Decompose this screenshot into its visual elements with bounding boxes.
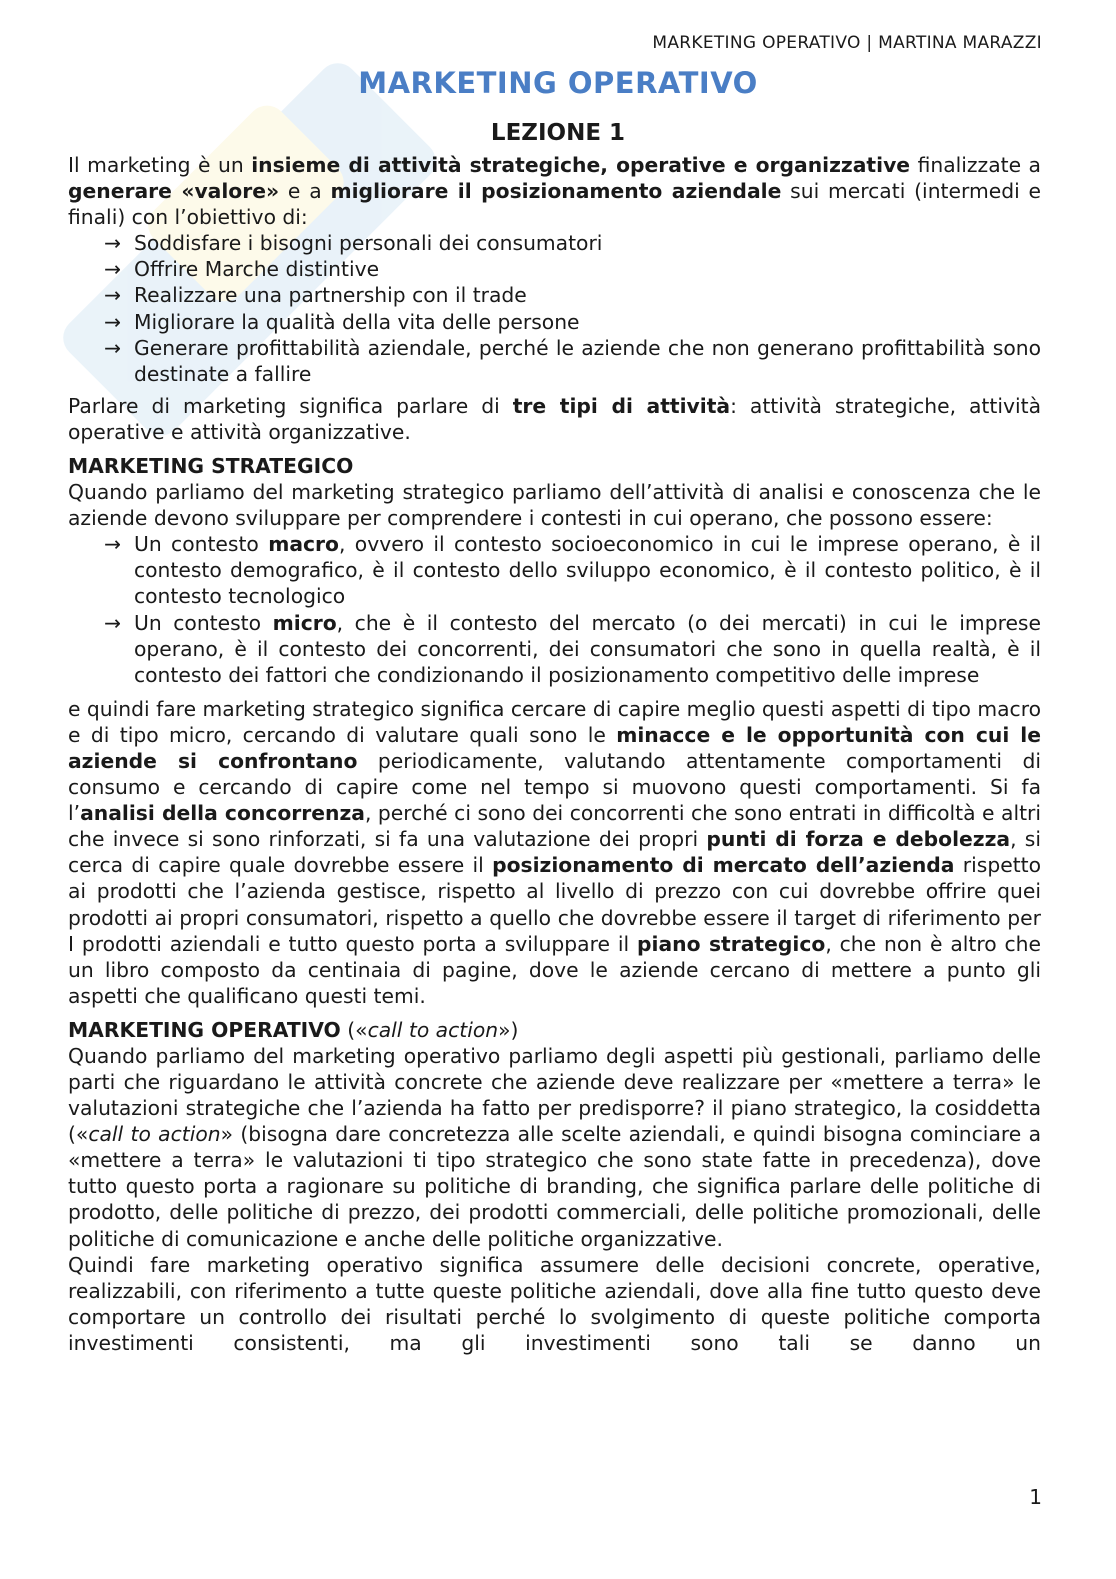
document-title: MARKETING OPERATIVO <box>358 66 758 100</box>
text-run: Parlare di marketing significa parlare di <box>68 393 513 418</box>
bold-run: analisi della concorrenza <box>80 801 365 826</box>
lesson-heading: LEZIONE 1 <box>490 120 626 146</box>
bold-run: piano strategico <box>636 931 826 956</box>
bold-run: minacce e le opportunità con cui le aziende si confrontano <box>68 722 1041 773</box>
text-run: : attività strategiche, attività operative e attività organizzative. <box>68 393 1041 444</box>
bold-run: micro <box>272 610 337 635</box>
italic-run: call to action <box>367 1017 499 1042</box>
bold-run: generare «valore» <box>68 179 280 204</box>
activities-paragraph <box>68 393 1041 445</box>
objectives-list <box>68 230 1041 387</box>
text-run: sui mercati (intermedi e finali) con l’obiettivo di: <box>68 179 1041 230</box>
operative-paragraph-1 <box>68 1043 1041 1252</box>
text-run: e a <box>279 179 331 204</box>
text-run: periodicamente, valutando attentamente comportamenti di consumo e cercando di capire come nel tempo si muovono questi comportamenti. Si fa l’ <box>68 748 1041 826</box>
text-run: Quando parliamo del marketing operativo parliamo degli aspetti più gestionali, parliamo delle parti che riguardano le attività concrete che aziende deve realizzare per «mettere a terra» le valutazioni strategiche che l’azienda ha fatto per predisporre? il piano strategico, la cosiddetta (« <box>68 1043 1041 1147</box>
text-run: Un contesto <box>134 610 273 635</box>
section-heading-strategic: MARKETING STRATEGICO <box>68 454 354 479</box>
bold-run: migliorare il posizionamento aziendale <box>330 179 782 204</box>
page-number: 1 <box>1029 1485 1042 1509</box>
text-run: » (bisogna dare concretezza alle scelte aziendali, e quindi bisogna cominciare a «mettere a terra» le valutazioni ti tipo strategico che sono state fatte in precedenza), dove tutto questo porta a ragionare su politiche di branding, che significa parlare delle politiche di prodotto, delle politiche di prezzo, dei prodotti commerciali, delle politiche promozionali, delle politiche di comunicazione e anche delle politiche organizzative. <box>68 1122 1041 1251</box>
text-run: Il marketing è un <box>68 153 252 177</box>
document-body <box>68 152 1041 1356</box>
text-run: (« <box>340 1017 368 1042</box>
text-run: , che non è altro che un libro composto da centinaia di pagine, dove le aziende cercano di mettere a punto gli aspetti che qualificano questi temi. <box>68 931 1041 1008</box>
text-run: , ovvero il contesto socioeconomico in cui le imprese operano, è il contesto demografico, è il contesto dello sviluppo economico, è il contesto politico, è il contesto tecnologico <box>134 532 1041 609</box>
text-run: e quindi fare marketing strategico significa cercare di capire meglio questi aspetti di tipo macro e di tipo micro, cercando di valutare quali sono le <box>68 696 1041 747</box>
list-item: → Migliorare la qualità della vita delle persone <box>134 309 1041 335</box>
bold-run: posizionamento di mercato dell’azienda <box>492 853 955 878</box>
context-list <box>68 531 1041 688</box>
strategic-intro: Quando parliamo del marketing strategico parliamo dell’attività di analisi e conoscenza che le aziende devono sviluppare per comprendere i contesti in cui operano, che possono essere: <box>68 480 1041 531</box>
text-run: finalizzate a <box>910 153 1041 177</box>
strategic-body <box>68 696 1041 1009</box>
list-item: → Realizzare una partnership con il trade <box>134 282 1041 308</box>
bold-run: tre tipi di attività <box>512 393 731 418</box>
list-item: → Offrire Marche distintive <box>134 256 1041 282</box>
operative-paragraph-2: Quindi fare marketing operativo significa assumere delle decisioni concrete, operative, realizzabili, con riferimento a tutte queste politiche aziendali, dove alla fine tutto questo deve comportare un controllo dei risultati perché lo svolgimento di queste politiche comporta investimenti consistenti, ma gli investimenti sono tali se danno un <box>68 1252 1041 1355</box>
text-run: ») <box>498 1017 519 1042</box>
bold-run: insieme di attività strategiche, operative e organizzative <box>251 153 911 177</box>
text-run: Un contesto <box>134 532 269 557</box>
text-run: , che è il contesto del mercato (o dei mercati) in cui le imprese operano, è il contesto dei concorrenti, dei consumatori che sono in quella realtà, è il contesto dei fattori che condizionando il posizionamento competitivo delle imprese <box>134 610 1041 687</box>
section-heading-operative <box>68 1017 1041 1043</box>
list-item <box>134 531 1041 609</box>
list-item: → Soddisfare i bisogni personali dei consumatori <box>134 230 1041 256</box>
bold-run: punti di forza e debolezza <box>706 827 1011 852</box>
list-item <box>134 610 1041 688</box>
text-run: , si cerca di capire quale dovrebbe essere il <box>68 827 1041 878</box>
italic-run: call to action <box>88 1122 221 1147</box>
text-run: rispetto ai prodotti che l’azienda gestisce, rispetto al livello di prezzo con cui dovrebbe offrire quei prodotti ai propri consumatori, rispetto a quello che dovrebbe essere il target di riferimento per I prodotti aziendali e tutto questo porta a sviluppare il <box>68 853 1042 956</box>
bold-run: macro <box>268 532 339 557</box>
intro-paragraph <box>68 152 1041 230</box>
running-header: MARKETING OPERATIVO | MARTINA MARAZZI <box>652 33 1042 53</box>
heading-text: MARKETING OPERATIVO <box>68 1017 341 1042</box>
list-item: → Generare profittabilità aziendale, perché le aziende che non generano profittabilità sono destinate a fallire <box>134 335 1041 387</box>
text-run: , perché ci sono dei concorrenti che sono entrati in difficoltà e altri che invece si sono rinforzati, si fa una valutazione dei propri <box>68 801 1042 852</box>
